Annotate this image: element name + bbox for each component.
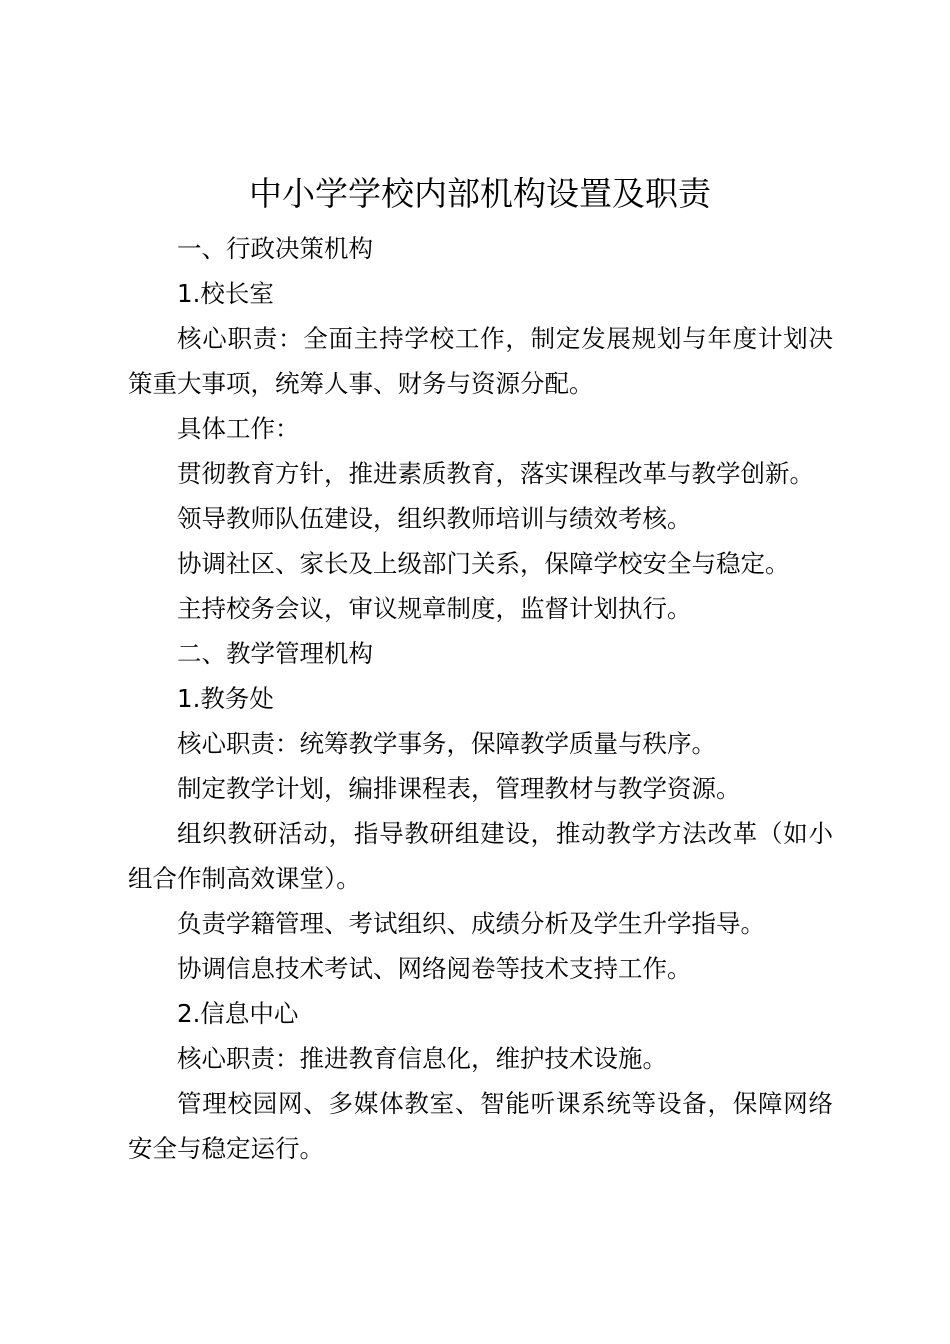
paragraph-meetings: 主持校务会议，审议规章制度，监督计划执行。 — [177, 594, 692, 623]
paragraph-teaching-plan: 制定教学计划，编排课程表，管理教材与教学资源。 — [177, 774, 741, 803]
paragraph-specific-work-label: 具体工作： — [177, 414, 300, 443]
document-title: 中小学学校内部机构设置及职责 — [249, 174, 711, 213]
paragraph-it-exams: 协调信息技术考试、网络阅卷等技术支持工作。 — [177, 954, 692, 983]
section-heading-admin: 一、行政决策机构 — [177, 234, 373, 263]
paragraph-campus-network: 管理校园网、多媒体教室、智能听课系统等设备，保障网络安全与稳定运行。 — [128, 1089, 833, 1163]
document-body — [128, 226, 833, 1171]
paragraph-student-records: 负责学籍管理、考试组织、成绩分析及学生升学指导。 — [177, 909, 765, 938]
section-heading-teaching: 二、教学管理机构 — [177, 639, 373, 668]
paragraph-principal-core-duties: 核心职责：全面主持学校工作，制定发展规划与年度计划决策重大事项，统筹人事、财务与资源分配。 — [128, 324, 833, 398]
paragraph-teacher-team: 领导教师队伍建设，组织教师培训与绩效考核。 — [177, 504, 692, 533]
subsection-heading-info-center: 2.信息中心 — [177, 999, 299, 1028]
paragraph-education-policy: 贯彻教育方针，推进素质教育，落实课程改革与教学创新。 — [177, 459, 814, 488]
paragraph-coordination: 协调社区、家长及上级部门关系，保障学校安全与稳定。 — [177, 549, 790, 578]
paragraph-academic-core-duties: 核心职责：统筹教学事务，保障教学质量与秩序。 — [177, 729, 716, 758]
subsection-heading-principal-office: 1.校长室 — [177, 279, 274, 308]
paragraph-info-core-duties: 核心职责：推进教育信息化，维护技术设施。 — [177, 1044, 667, 1073]
paragraph-teaching-research: 组织教研活动，指导教研组建设，推动教学方法改革（如小组合作制高效课堂）。 — [128, 819, 833, 893]
subsection-heading-academic-affairs: 1.教务处 — [177, 684, 274, 713]
